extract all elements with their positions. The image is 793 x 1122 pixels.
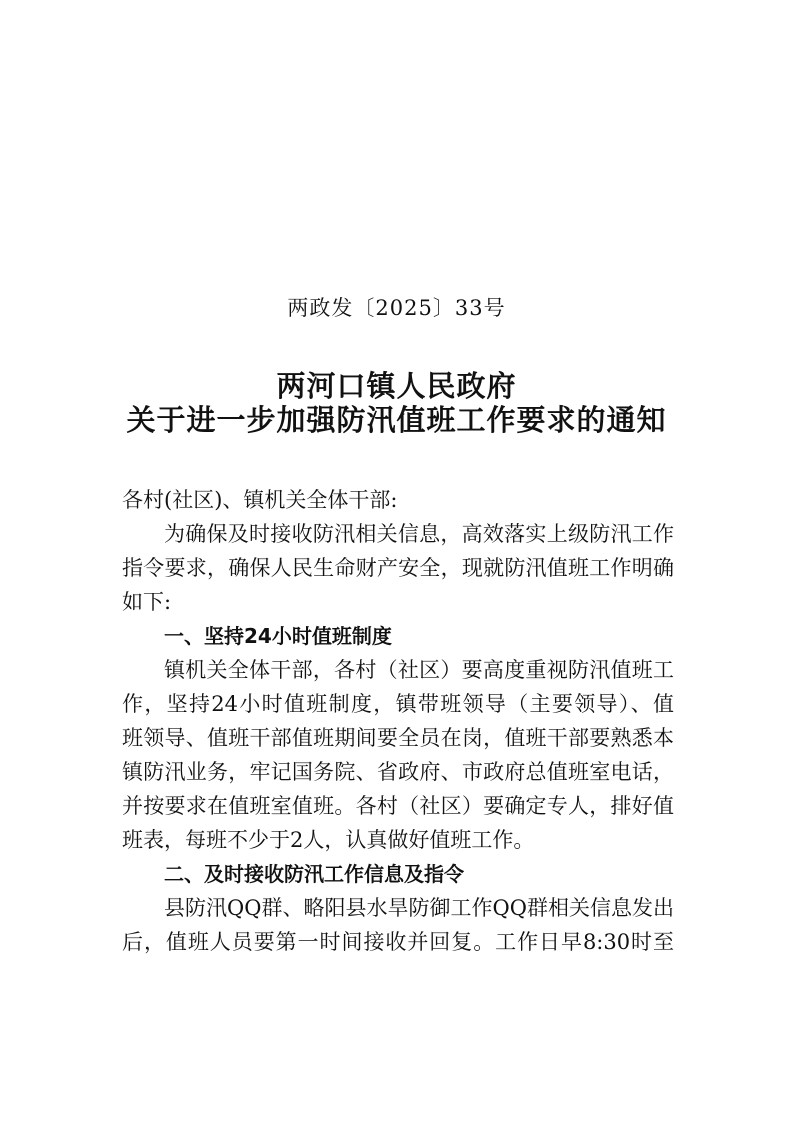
document-title-line2: 关于进一步加强防汛值班工作要求的通知 [126, 403, 667, 437]
section1-heading: 一、坚持24小时值班制度 [164, 624, 392, 648]
intro-line: 指令要求，确保人民生命财产安全，现就防汛值班工作明确 [122, 556, 674, 580]
section1-line: 班表，每班不少于2人，认真做好值班工作。 [122, 828, 535, 852]
section2-line: 县防汛QQ群、略阳县水旱防御工作QQ群相关信息发出 [164, 896, 674, 920]
section1-line: 并按要求在值班室值班。各村（社区）要确定专人，排好值 [122, 794, 674, 818]
section1-line: 班领导、值班干部值班期间要全员在岗，值班干部要熟悉本 [122, 726, 674, 750]
section1-line: 镇机关全体干部，各村（社区）要高度重视防汛值班工 [164, 658, 674, 682]
section2-heading: 二、及时接收防汛工作信息及指令 [164, 862, 464, 886]
salutation: 各村(社区)、镇机关全体干部: [122, 488, 398, 512]
section1-line: 镇防汛业务，牢记国务院、省政府、市政府总值班室电话， [122, 760, 674, 784]
intro-line: 如下: [122, 590, 172, 614]
section1-line: 作，坚持24小时值班制度，镇带班领导（主要领导）、值 [122, 692, 674, 716]
section2-line: 后，值班人员要第一时间接收并回复。工作日早8:30时至 [122, 930, 674, 954]
intro-line: 为确保及时接收防汛相关信息，高效落实上级防汛工作 [164, 522, 674, 546]
document-title-line1: 两河口镇人民政府 [276, 369, 517, 403]
document-number: 两政发〔2025〕33号 [287, 296, 506, 320]
